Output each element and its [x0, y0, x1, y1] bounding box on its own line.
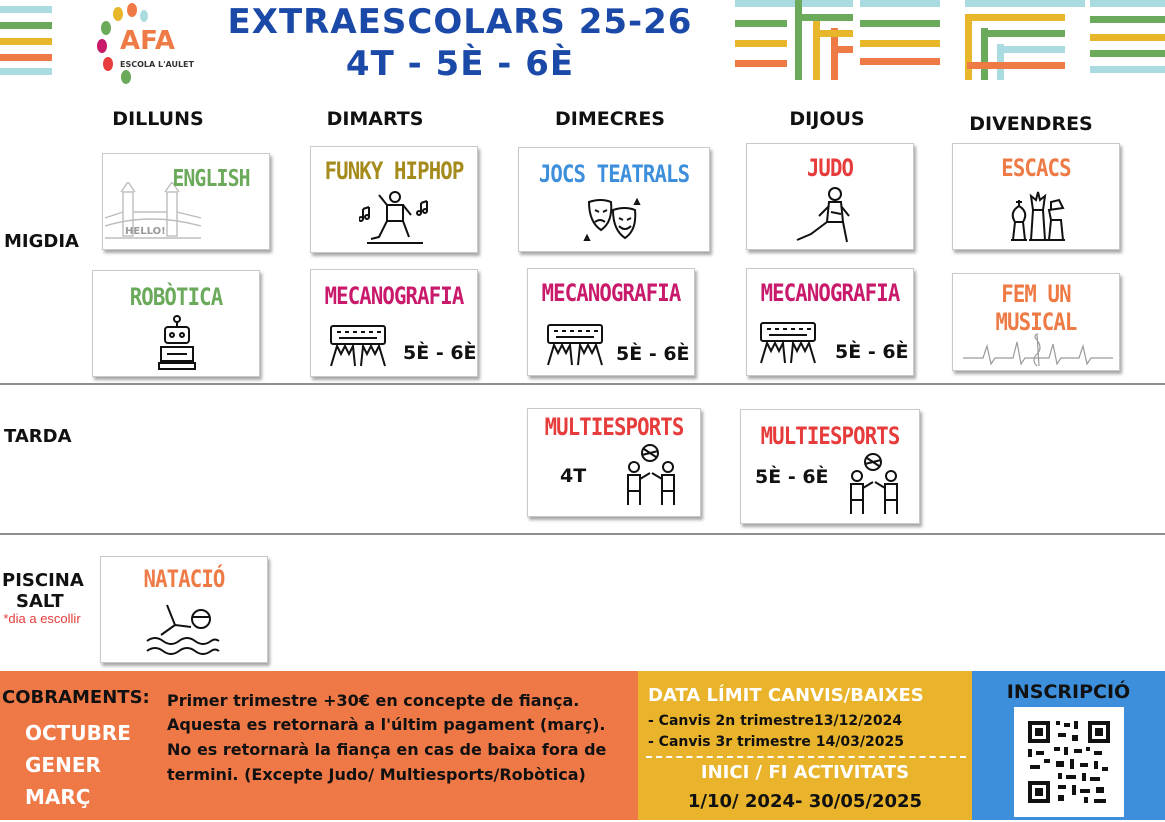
fianca-line-3: No es retornarà la fiança en cas de baixa fora de: [167, 740, 607, 759]
logo-text: AFA: [120, 26, 176, 56]
mecanografia-dijous-grade: 5È - 6È: [835, 341, 909, 363]
activity-title-robotica: ROBÒTICA: [129, 283, 223, 311]
data-limit-title: DATA LÍMIT CANVIS/BAIXES: [648, 685, 924, 706]
mecanografia-dimecres-grade: 5È - 6È: [616, 343, 690, 365]
activity-title-mecanografia-dijous: MECANOGRAFIA: [760, 279, 900, 307]
page-title-line1: EXTRAESCOLARS 25-26: [227, 2, 693, 42]
theater-masks-icon: [583, 196, 643, 246]
page-title-line2: 4T - 5È - 6È: [345, 44, 575, 84]
row-label-migdia: MIGDIA: [4, 231, 79, 252]
activity-card-mecanografia-dimecres[interactable]: [527, 268, 695, 376]
divider-tarda-piscina: [0, 533, 1165, 535]
cobraments-label: COBRAMENTS:: [2, 687, 150, 708]
qr-code-icon: [1014, 707, 1124, 817]
activity-card-mecanografia-dimarts[interactable]: [310, 269, 478, 377]
activity-title-jocs-teatrals: JOCS TEATRALS: [538, 160, 690, 188]
activity-title-judo: JUDO: [806, 154, 854, 182]
activity-card-robotica[interactable]: [92, 270, 260, 377]
kids-ball-icon: [620, 441, 686, 509]
piscina-note-text: *dia a escollir: [3, 611, 81, 626]
inscripcio-label: INSCRIPCIÓ: [1006, 681, 1131, 703]
footer-cobraments: [0, 671, 638, 820]
footer-dates: [638, 671, 972, 820]
activity-card-natacio[interactable]: [100, 556, 268, 663]
keyboard-hands-icon: [327, 322, 389, 370]
canvis-3r-trimestre: - Canvis 3r trimestre 14/03/2025: [648, 734, 904, 750]
keyboard-hands-icon: [757, 319, 819, 367]
activity-title-musical-line2: MUSICAL: [995, 308, 1077, 336]
day-header-dijous: DIJOUS: [789, 108, 865, 130]
robot-icon: [155, 315, 199, 371]
qr-code[interactable]: [1014, 707, 1124, 817]
heartbeat-music-icon: [963, 332, 1113, 368]
inici-fi-title: INICI / FI ACTIVITATS: [700, 762, 910, 783]
activity-title-mecanografia-dimarts: MECANOGRAFIA: [324, 282, 464, 310]
divider-migdia-tarda: [0, 383, 1165, 385]
keyboard-hands-icon: [544, 321, 606, 369]
activity-title-musical-line1: FEM UN: [1001, 280, 1071, 308]
month-octubre: OCTUBRE: [25, 721, 131, 745]
swimmer-icon: [145, 599, 221, 659]
fianca-line-1: Primer trimestre +30€ en concepte de fiança.: [167, 691, 580, 710]
piscina-note: [2, 612, 82, 626]
inici-fi-dates: 1/10/ 2024- 30/05/2025: [687, 791, 923, 812]
dashed-divider: [646, 756, 966, 758]
logo-subtext: ESCOLA L'AULET: [120, 60, 194, 69]
activity-card-multiesports-dimecres[interactable]: [527, 408, 701, 517]
judo-fighter-icon: [791, 186, 861, 246]
kids-ball-icon: [843, 450, 909, 518]
activity-card-funky-hiphop[interactable]: [310, 146, 478, 253]
fianca-line-4: termini. (Excepte Judo/ Multiesports/Robòtica): [167, 765, 586, 784]
activity-title-multiesports-dimecres: MULTIESPORTS: [544, 413, 684, 441]
day-header-dimarts: DIMARTS: [326, 108, 424, 130]
fianca-line-2: Aquesta es retornarà a l'últim pagament (març).: [167, 715, 606, 734]
activity-title-multiesports-dijous: MULTIESPORTS: [760, 422, 900, 450]
activity-card-judo[interactable]: [746, 143, 914, 250]
activity-card-english[interactable]: [102, 153, 270, 250]
activity-card-jocs-teatrals[interactable]: [518, 147, 710, 252]
dancer-icon: [359, 189, 431, 247]
multiesports-dimecres-grade: 4T: [560, 465, 587, 487]
footer-inscripcio: [972, 671, 1165, 820]
canvis-2n-trimestre: - Canvis 2n trimestre13/12/2024: [648, 713, 903, 729]
day-header-dilluns: DILLUNS: [112, 108, 204, 130]
mecanografia-dimarts-grade: 5È - 6È: [403, 342, 477, 364]
english-hello-text: HELLO!: [125, 226, 166, 237]
row-label-piscina: PISCINA: [2, 570, 84, 591]
activity-card-mecanografia-dijous[interactable]: [746, 268, 914, 376]
row-label-tarda: TARDA: [4, 426, 72, 447]
activity-title-escacs: ESCACS: [1001, 154, 1071, 182]
day-header-divendres: DIVENDRES: [969, 113, 1093, 135]
row-label-salt: SALT: [16, 591, 64, 612]
activity-card-escacs[interactable]: [952, 143, 1120, 250]
month-gener: GENER: [25, 753, 101, 777]
activity-title-english: ENGLISH: [172, 166, 250, 192]
month-marc: MARÇ: [25, 785, 91, 809]
chess-pieces-icon: [1005, 186, 1069, 244]
afa-logo: [96, 2, 196, 92]
day-header-dimecres: DIMECRES: [555, 108, 665, 130]
activity-card-multiesports-dijous[interactable]: [740, 409, 920, 524]
activity-card-fem-un-musical[interactable]: [952, 273, 1120, 371]
activity-title-mecanografia-dimecres: MECANOGRAFIA: [541, 279, 681, 307]
activity-title-natacio: NATACIÓ: [143, 565, 225, 593]
activity-title-funky-hiphop: FUNKY HIPHOP: [324, 157, 464, 185]
multiesports-dijous-grade: 5È - 6È: [755, 466, 829, 488]
